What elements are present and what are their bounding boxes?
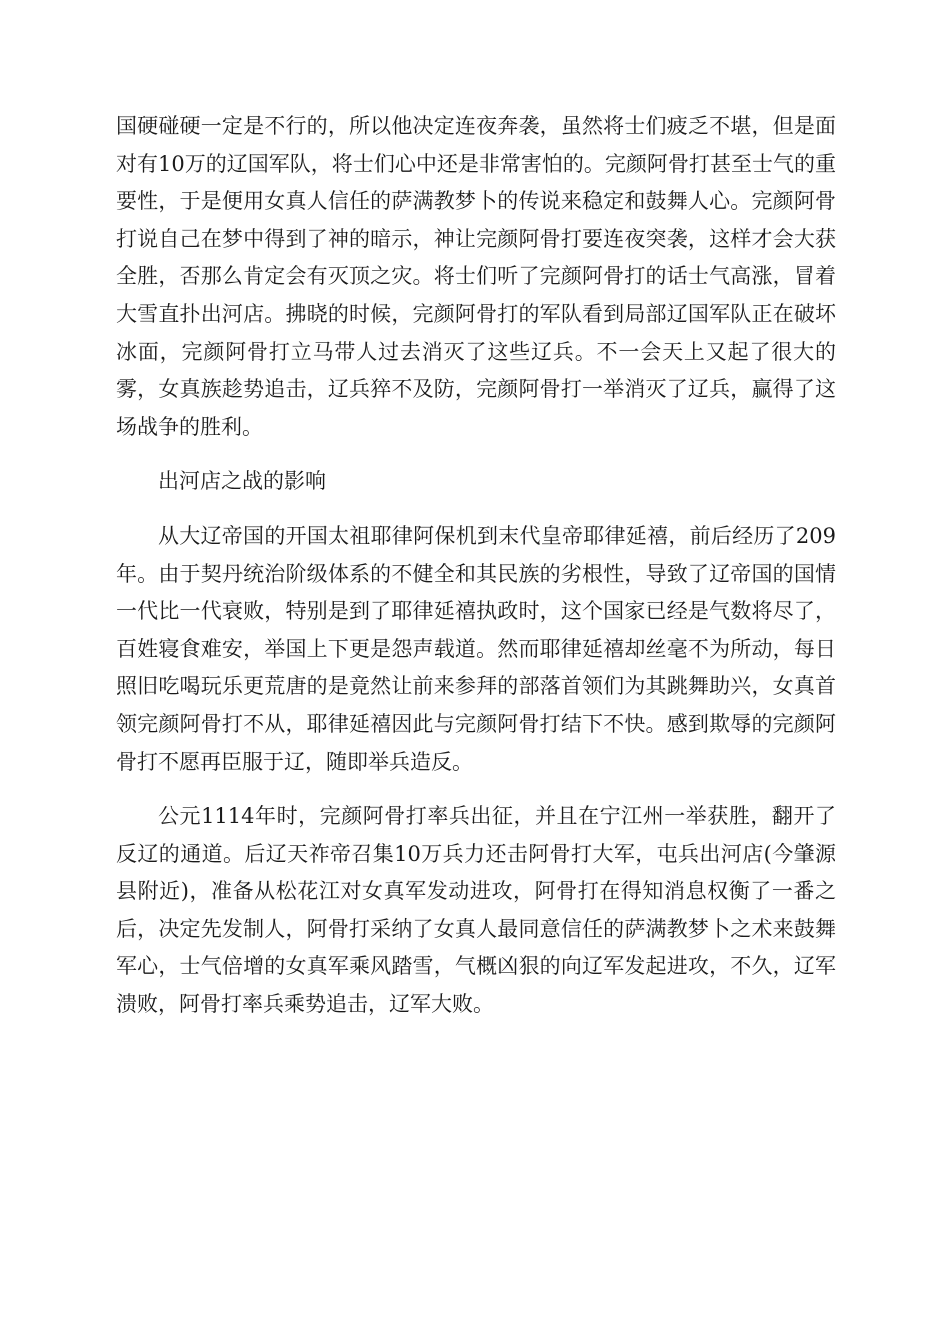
paragraph-liao-decline: 从大辽帝国的开国太祖耶律阿保机到末代皇帝耶律延禧，前后经历了209年。由于契丹统治阶级体系的不健全和其民族的劣根性，导致了辽帝国的国情一代比一代衰败，特别是到了耶律延禧执政时，这个国家已经是气数将尽了，百姓寝食难安，举国上下更是怨声载道。然而耶律延禧却丝毫不为所动，每日照旧吃喝玩乐更荒唐的是竟然让前来参拜的部落首领们为其跳舞助兴，女真首领完颜阿骨打不从，耶律延禧因此与完颜阿骨打结下不快。感到欺辱的完颜阿骨打不愿再臣服于辽，随即举兵造反。 [116, 523, 836, 774]
paragraph-battle-narrative: 国硬碰硬一定是不行的，所以他决定连夜奔袭，虽然将士们疲乏不堪，但是面对有10万的辽国军队，将士们心中还是非常害怕的。完颜阿骨打甚至士气的重要性，于是便用女真人信任的萨满教梦卜的传说来稳定和鼓舞人心。完颜阿骨打说自己在梦中得到了神的暗示，神让完颜阿骨打要连夜突袭，这样才会大获全胜，否那么肯定会有灭顶之灾。将士们听了完颜阿骨打的话士气高涨，冒着大雪直扑出河店。拂晓的时候，完颜阿骨打的军队看到局部辽国军队正在破坏冰面，完颜阿骨打立马带人过去消灭了这些辽兵。不一会天上又起了很大的雾，女真族趁势追击，辽兵猝不及防，完颜阿骨打一举消灭了辽兵，赢得了这场战争的胜利。 [116, 114, 836, 439]
document-body [116, 108, 836, 1041]
section-heading-impact: 出河店之战的影响 [158, 469, 326, 494]
paragraph-1114-campaign: 公元1114年时，完颜阿骨打率兵出征，并且在宁江州一举获胜，翻开了反辽的通道。后辽天祚帝召集10万兵力还击阿骨打大军，屯兵出河店(今肇源县附近)，准备从松花江对女真军发动进攻，阿骨打在得知消息权衡了一番之后，决定先发制人，阿骨打采纳了女真人最同意信任的萨满教梦卜之术来鼓舞军心，士气倍增的女真军乘风踏雪，气概凶狠的向辽军发起进攻，不久，辽军溃败，阿骨打率兵乘势追击，辽军大败。 [116, 804, 836, 1017]
